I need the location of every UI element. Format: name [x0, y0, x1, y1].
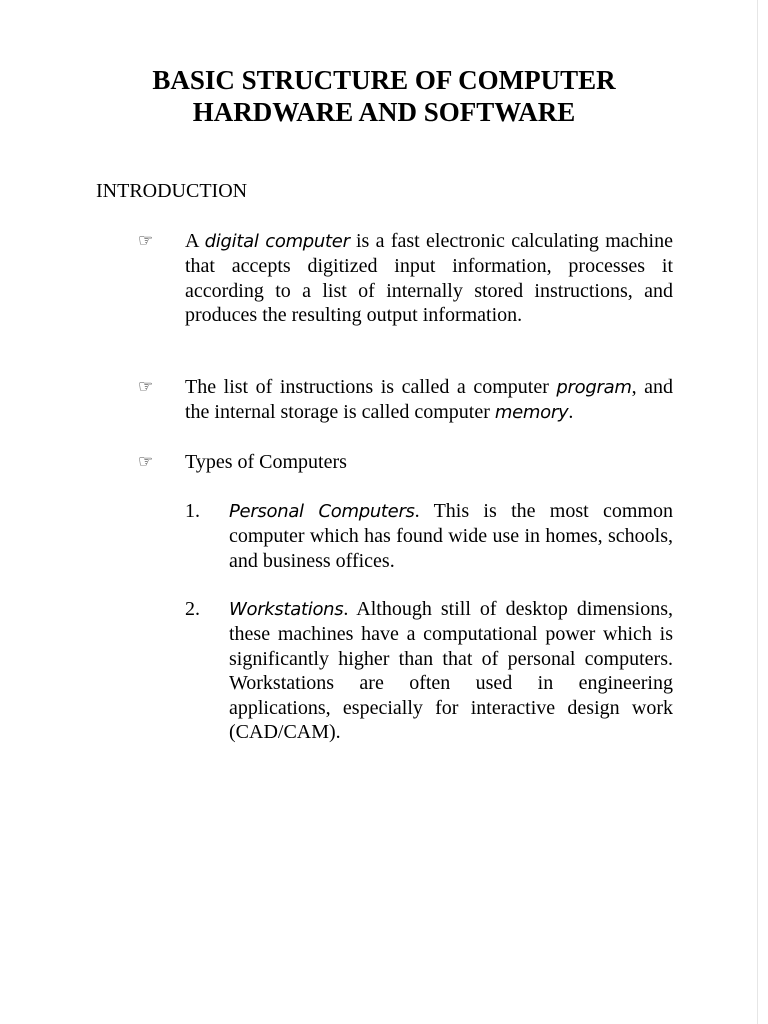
bullet-2-emphasis-program: program: [556, 377, 632, 398]
bullet-paragraph-types-of-computers: Types of Computers: [185, 451, 347, 473]
bullet-paragraph-program-memory: [185, 375, 673, 426]
section-heading-introduction: INTRODUCTION: [96, 180, 248, 202]
type-2-emphasis: Workstations: [229, 599, 344, 620]
list-item-personal-computers: [229, 499, 673, 573]
title-line-2: HARDWARE AND SOFTWARE: [192, 97, 576, 127]
title-line-1: BASIC STRUCTURE OF COMPUTER: [152, 65, 616, 95]
bullet-paragraph-digital-computer: [185, 229, 673, 328]
list-number-2: 2.: [185, 598, 200, 620]
bullet-1-text-post: is a fast electronic calculating machine that accepts digitized input information, processes it according to a list of internally stored instructions, and produces the resulting output information.: [185, 230, 673, 327]
bullet-2-text-post: .: [568, 401, 574, 424]
bullet-2-text-mid: , and the internal storage is called computer: [185, 376, 673, 424]
pointing-hand-icon: ☞: [138, 231, 154, 250]
type-1-text: . This is the most common computer which has found wide use in homes, schools, and business offices.: [229, 500, 673, 572]
pointing-hand-icon: ☞: [138, 377, 154, 396]
type-1-emphasis: Personal Computers: [229, 501, 415, 522]
bullet-2-text-pre: The list of instructions is called a computer: [185, 376, 557, 398]
page-edge-line: [757, 0, 758, 1024]
pointing-hand-icon: ☞: [138, 452, 154, 471]
bullet-1-text-pre: A: [185, 230, 205, 252]
bullet-1-emphasis: digital computer: [204, 231, 350, 252]
bullet-2-emphasis-memory: memory: [494, 402, 569, 424]
type-2-text: . Although still of desktop dimensions, these machines have a computational power which is significantly higher than that of personal computers. Workstations are often used in engineering applications, especially for interactive design work (CAD/CAM).: [229, 598, 673, 744]
list-item-workstations: [229, 597, 673, 744]
list-number-1: 1.: [185, 500, 200, 522]
document-title: [0, 64, 768, 128]
